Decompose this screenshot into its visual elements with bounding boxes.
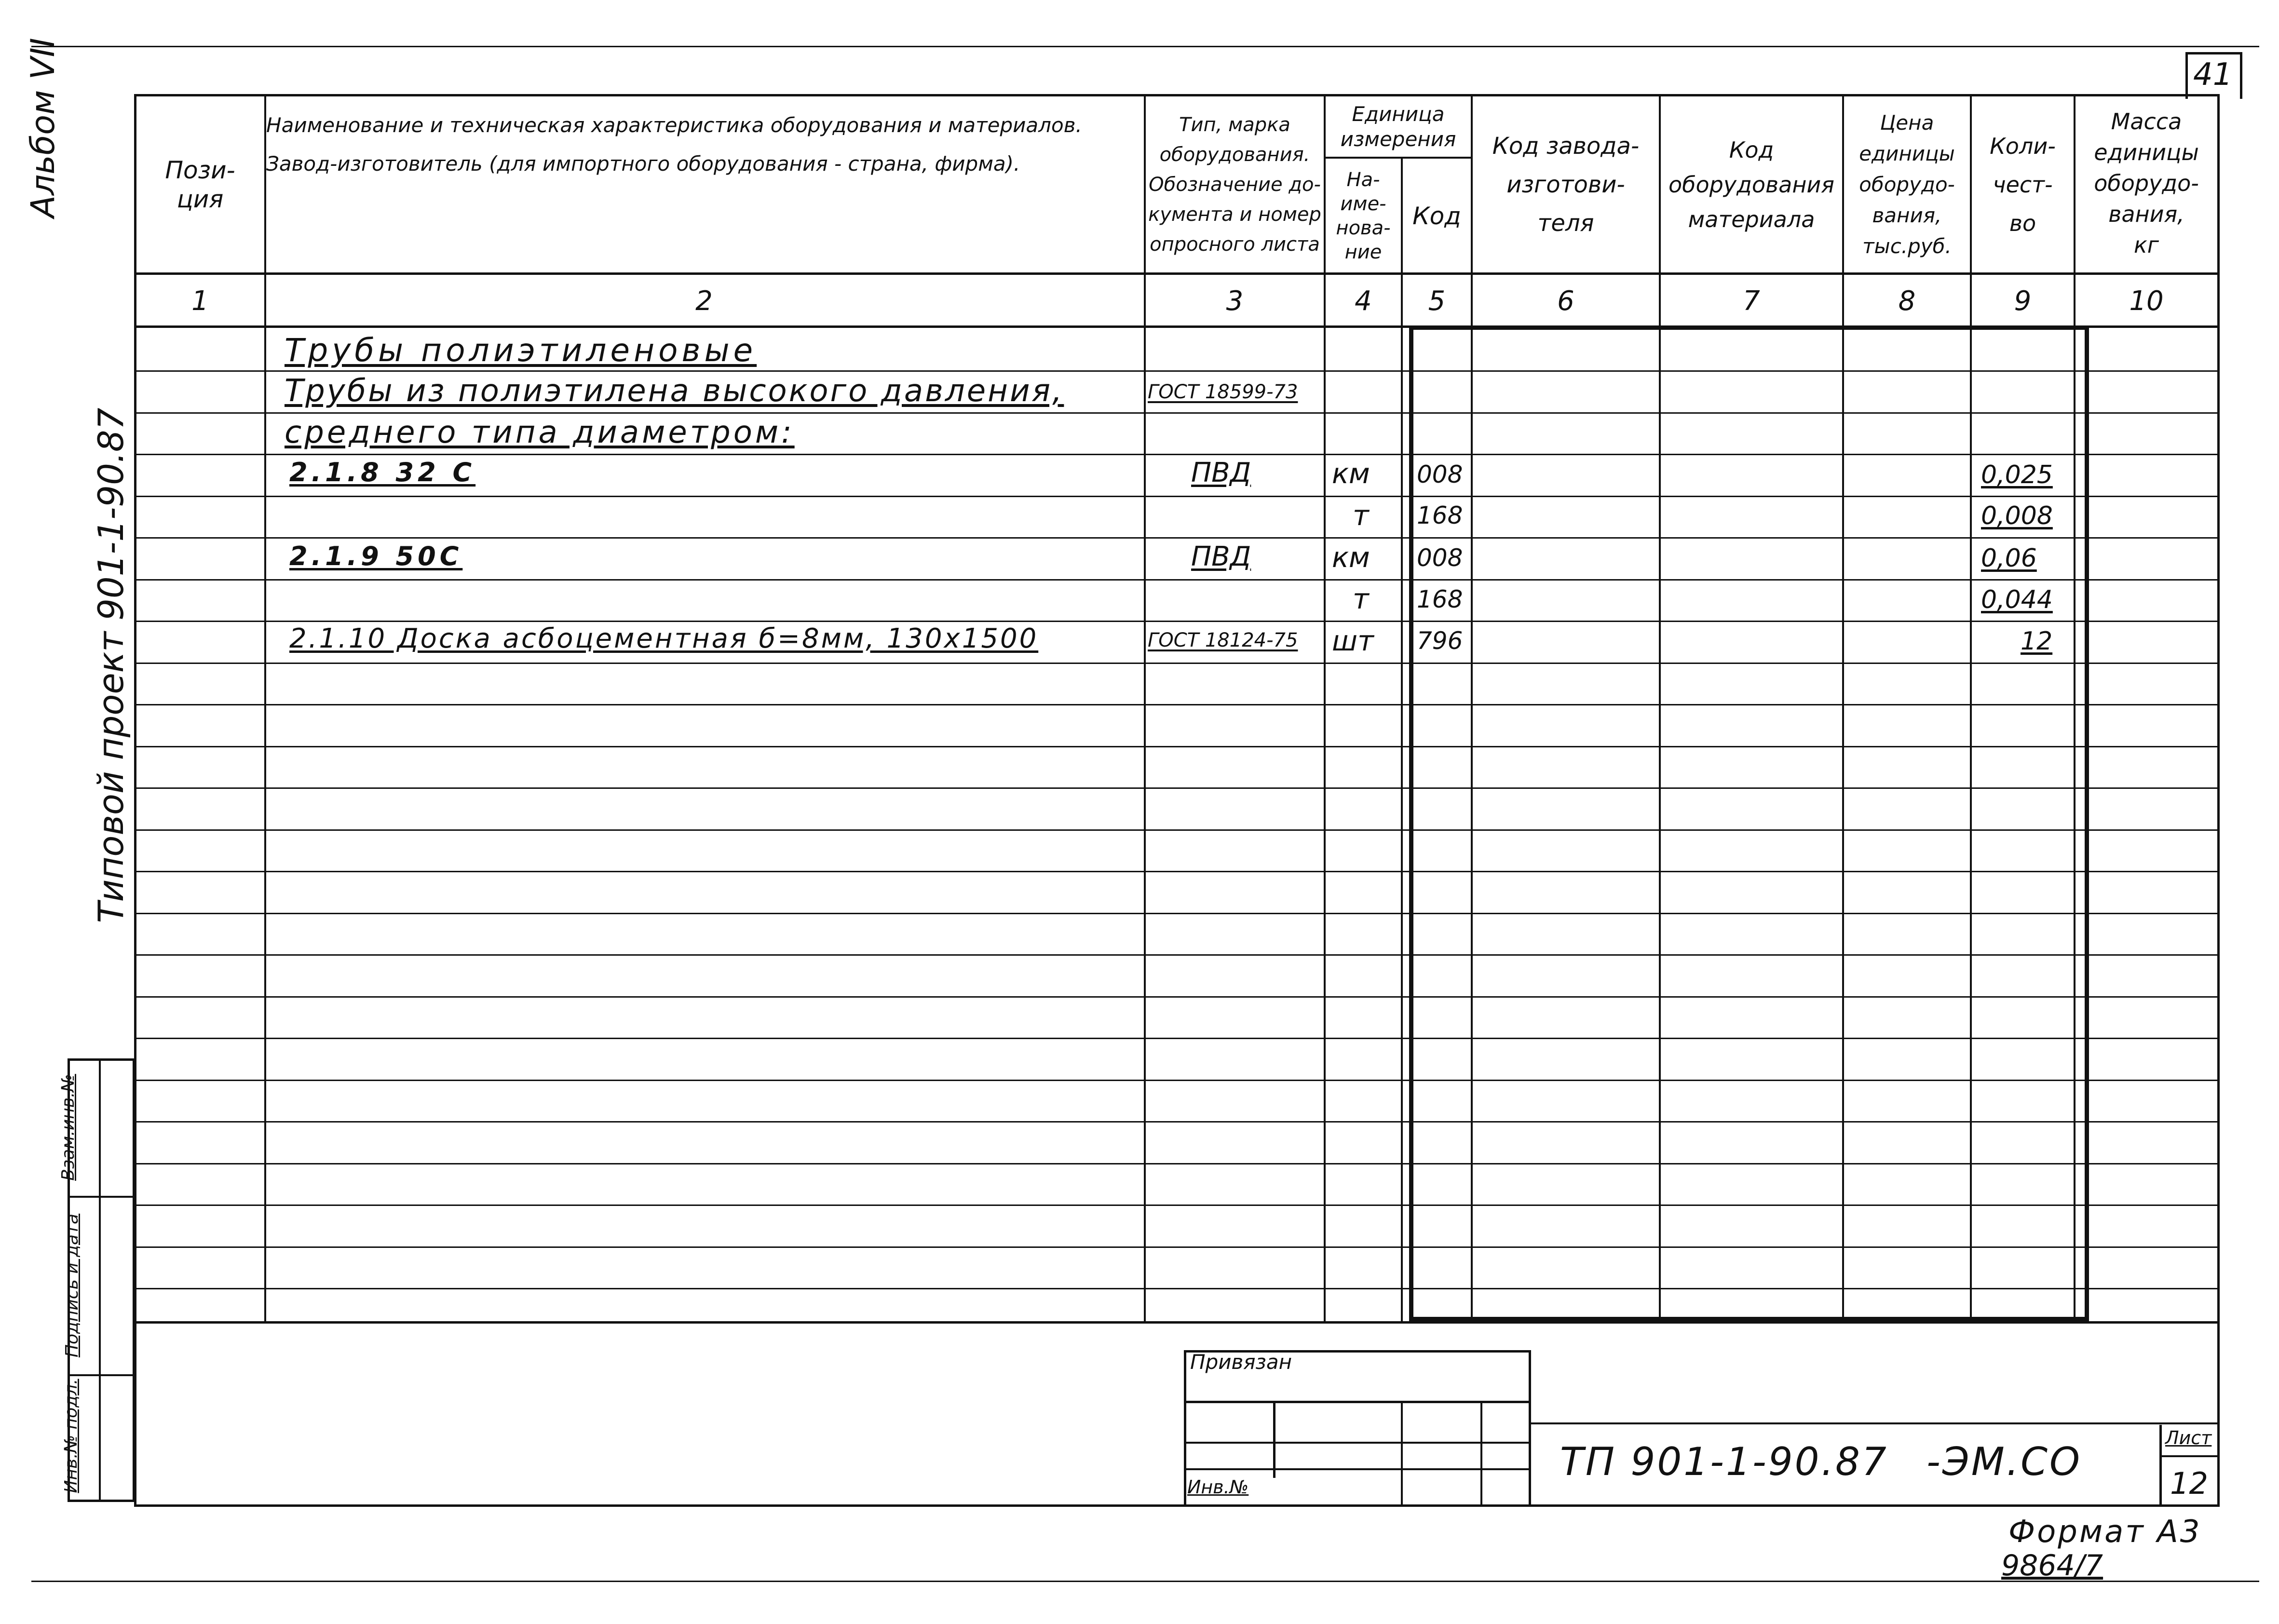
row-line [134, 454, 2220, 455]
colnum-1: 1 [191, 285, 209, 317]
row-2-doc: ГОСТ 18599-73 [1148, 381, 1298, 403]
designation-top-line [1531, 1422, 2220, 1424]
privyazan-vline-3 [1480, 1401, 1482, 1507]
bottom-cut-line [31, 1581, 2259, 1582]
colnum-3: 3 [1226, 285, 1244, 317]
colnum-5: 5 [1428, 285, 1446, 317]
row-line [134, 370, 2220, 372]
colnum-10: 10 [2129, 285, 2164, 317]
row-line [134, 829, 2220, 831]
privyazan-vline-2 [1401, 1401, 1403, 1507]
row-line [134, 412, 2220, 414]
top-cut-line [31, 46, 2259, 47]
row-4-code: 008 [1417, 460, 1463, 488]
header-col8: Цена единицы оборудо- вания, тыс.руб. [1859, 110, 1955, 258]
colnum-2: 2 [695, 285, 713, 317]
header-col9: Коли- чест- во [1990, 133, 2056, 236]
row-2-name: Трубы из полиэтилена высокого давления, [285, 373, 1064, 409]
row-line [134, 787, 2220, 789]
row-6-name: 2.1.9 50С [289, 541, 463, 571]
colnum-4: 4 [1355, 285, 1372, 317]
side-stamp-replaced: Взам.инв.№ [58, 1074, 78, 1181]
row-4-qty: 0,025 [1981, 460, 2053, 489]
row-7-qty: 0,044 [1981, 585, 2053, 614]
sheet-number: 12 [2170, 1466, 2208, 1501]
row-6-unit: км [1332, 541, 1370, 574]
row-8-unit: шт [1332, 624, 1374, 657]
row-8-doc: ГОСТ 18124-75 [1148, 629, 1298, 651]
row-8-name: 2.1.10 Доска асбоцементная б=8мм, 130х1500 [289, 623, 1039, 654]
row-line [134, 1038, 2220, 1039]
row-4-name: 2.1.8 32 С [289, 457, 476, 487]
header-col3: Тип, марка оборудования. Обозначение до- кумента и номер опросного листа [1148, 113, 1321, 256]
row-line [134, 621, 2220, 622]
row-4-doc: ПВД [1191, 457, 1251, 488]
privyazan-label: Привязан [1190, 1350, 1292, 1374]
privyazan-hline-3 [1184, 1468, 1531, 1470]
row-4-unit: км [1332, 457, 1370, 490]
side-stamp-divider-1 [99, 1058, 101, 1502]
row-line [134, 496, 2220, 497]
col-line-2 [1144, 94, 1146, 1324]
row-line [134, 704, 2220, 705]
row-3-name: среднего типа диаметром: [285, 415, 795, 450]
header-col10: Масса единицы оборудо- вания, кг [2094, 108, 2199, 258]
archive-number: 9864/7 [2001, 1549, 2103, 1583]
side-stamp-inv: Инв.№ подл. [61, 1379, 81, 1493]
row-6-qty: 0,06 [1981, 544, 2037, 573]
header-col45-group: Единица измерения [1340, 102, 1456, 151]
row-1-name: Трубы полиэтиленовые [285, 332, 757, 369]
header-bottom-line [134, 272, 2220, 275]
row-line [134, 954, 2220, 956]
row-5-code: 168 [1417, 501, 1463, 529]
privyazan-hline-2 [1184, 1442, 1531, 1444]
unit-group-line [1324, 157, 1471, 159]
inv-no-label: Инв.№ [1187, 1476, 1249, 1498]
row-line [134, 1288, 2220, 1289]
colnum-8: 8 [1898, 285, 1916, 317]
row-7-code: 168 [1417, 585, 1463, 613]
row-line [134, 1080, 2220, 1081]
header-col6: Код завода- изготови- теля [1492, 132, 1640, 237]
header-col5: Код [1412, 202, 1461, 230]
row-8-code: 796 [1417, 627, 1463, 655]
row-line [134, 913, 2220, 914]
row-line [134, 746, 2220, 747]
row-line [134, 1121, 2220, 1123]
album-title: Альбом VII [24, 38, 62, 218]
designation-suffix: -ЭМ.СО [1926, 1439, 2082, 1484]
sheet-corner-number: 41 [2193, 57, 2233, 93]
row-line [134, 1163, 2220, 1164]
row-line [134, 663, 2220, 664]
row-6-doc: ПВД [1191, 541, 1251, 572]
header-col4: На- име- нова- ние [1336, 168, 1391, 263]
colnum-6: 6 [1557, 285, 1574, 317]
side-stamp-signature: Подпись и дата [62, 1213, 82, 1358]
row-line [134, 1204, 2220, 1206]
header-col2: Наименование и техническая характеристика оборудования и материалов. Завод-изготовитель (для импортного оборудования - страна, фирма). [266, 113, 1082, 176]
project-title: Типовой проект 901-1-90.87 [91, 407, 131, 923]
row-8-qty: 12 [2021, 627, 2053, 656]
row-line [134, 996, 2220, 998]
privyazan-hline-1 [1184, 1401, 1531, 1403]
body-bottom-line [134, 1321, 2220, 1324]
colnum-9: 9 [2014, 285, 2032, 317]
row-6-code: 008 [1417, 544, 1463, 572]
sheet-number-divider [2159, 1455, 2220, 1457]
format-label: Формат А3 [2008, 1514, 2202, 1550]
row-5-qty: 0,008 [1981, 501, 2053, 530]
header-col7: Код оборудования материала [1669, 136, 1834, 232]
designation-code: ТП 901-1-90.87 [1560, 1439, 1888, 1484]
col-line-3 [1324, 94, 1326, 1324]
col-line-1 [264, 94, 266, 1324]
row-line [134, 579, 2220, 581]
privyazan-vline-1 [1273, 1401, 1275, 1478]
sheet-label: Лист [2165, 1427, 2212, 1448]
row-7-unit: т [1353, 582, 1369, 615]
row-line [134, 537, 2220, 539]
header-col1: Пози- ция [165, 156, 235, 213]
colnum-7: 7 [1743, 285, 1760, 317]
row-5-unit: т [1353, 499, 1369, 532]
col-line-4 [1401, 157, 1403, 1324]
row-line [134, 1246, 2220, 1248]
row-line [134, 871, 2220, 872]
